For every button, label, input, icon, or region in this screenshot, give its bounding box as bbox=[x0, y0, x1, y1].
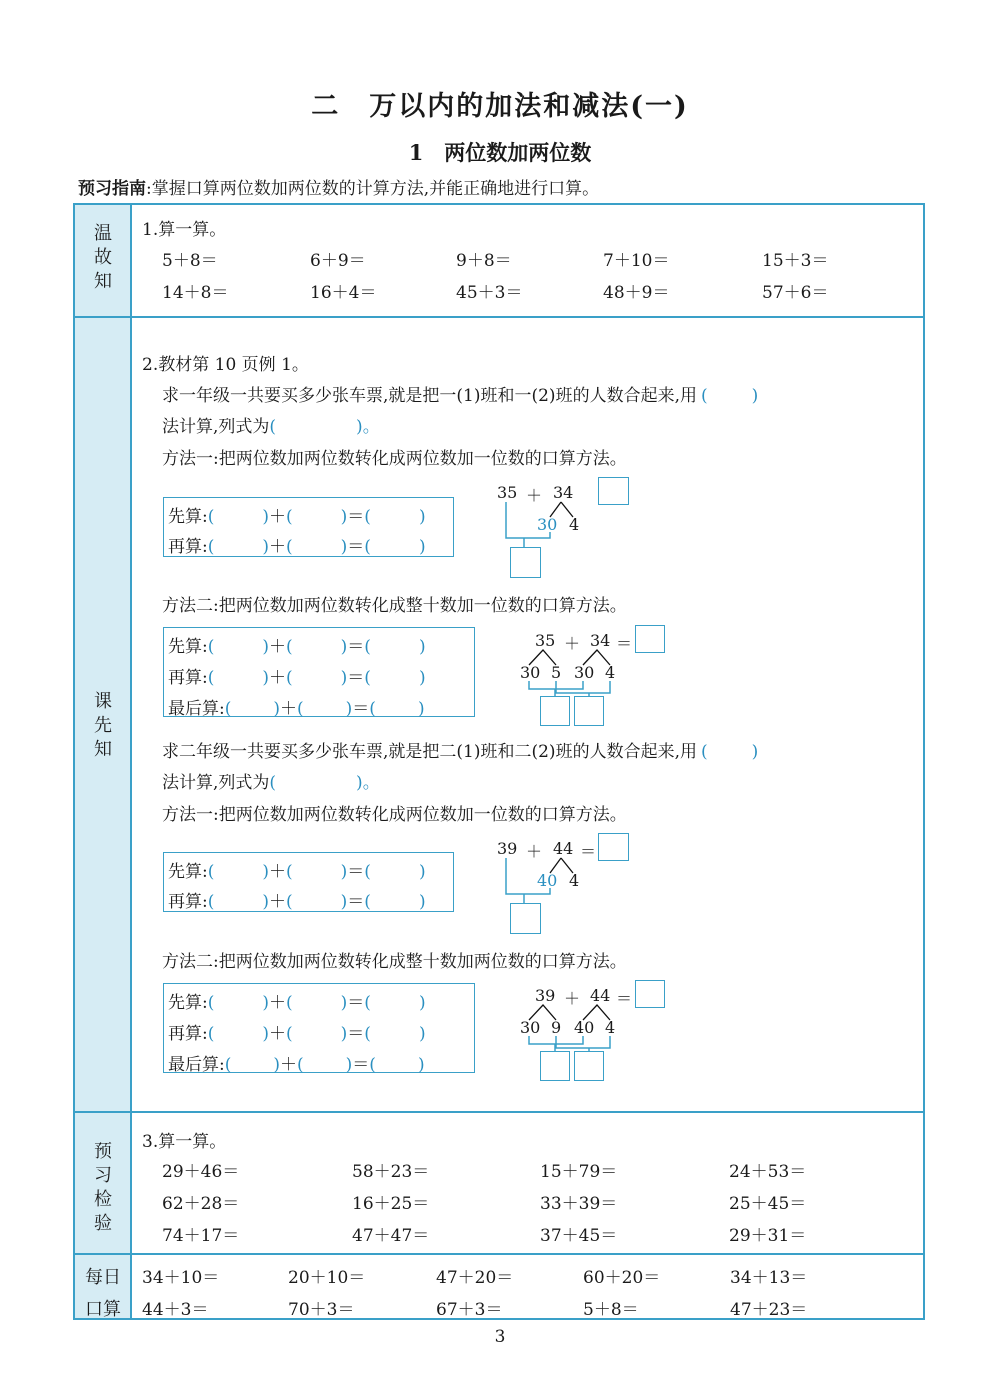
q3-item: 15＋79＝ bbox=[540, 1162, 618, 1182]
q1-item: 48＋9＝ bbox=[603, 283, 670, 303]
section-check: 预 习 检 验 bbox=[94, 1141, 112, 1234]
ex2-b: 34 bbox=[590, 631, 611, 650]
q3-item: 29＋31＝ bbox=[729, 1226, 807, 1246]
q3-item: 47＋47＝ bbox=[352, 1226, 430, 1246]
blank[interactable]: ( )。 bbox=[269, 417, 380, 437]
ex4-split: 40 bbox=[574, 1018, 595, 1037]
page-title: 二 万以内的加法和减法(一) bbox=[311, 91, 689, 122]
blank[interactable]: ( ) bbox=[700, 742, 759, 762]
q1-label: 1.算一算。 bbox=[142, 220, 227, 240]
q1-item: 16＋4＝ bbox=[310, 283, 377, 303]
q1-item: 45＋3＝ bbox=[456, 283, 523, 303]
ex4-b: 44 bbox=[590, 986, 611, 1005]
method-2-text: 方法二:把两位数加两位数转化成整十数加一位数的口算方法。 bbox=[162, 596, 627, 616]
calc-row: 最后算:( )＋( )＝( ) bbox=[168, 699, 425, 719]
section-preview: 课 先 知 bbox=[94, 691, 112, 760]
ex3-split: 40 bbox=[537, 871, 558, 890]
blank[interactable]: ( )。 bbox=[269, 773, 380, 793]
q3-item: 16＋25＝ bbox=[352, 1194, 430, 1214]
method-1-text: 方法一:把两位数加两位数转化成两位数加一位数的口算方法。 bbox=[162, 449, 627, 469]
ex4-a: 39 bbox=[535, 986, 556, 1005]
daily-item: 34＋13＝ bbox=[730, 1268, 808, 1288]
calc-row: 再算:( )＋( )＝( ) bbox=[168, 668, 426, 688]
calc-row: 先算:( )＋( )＝( ) bbox=[168, 507, 426, 527]
q1-item: 7＋10＝ bbox=[603, 251, 670, 271]
q1-item: 9＋8＝ bbox=[456, 251, 512, 271]
calc-row: 先算:( )＋( )＝( ) bbox=[168, 862, 426, 882]
q3-item: 24＋53＝ bbox=[729, 1162, 807, 1182]
daily-item: 67＋3＝ bbox=[436, 1300, 503, 1320]
q2-label: 2.教材第 10 页例 1。 bbox=[142, 355, 309, 375]
q3-item: 74＋17＝ bbox=[162, 1226, 240, 1246]
method-4-text: 方法二:把两位数加两位数转化成整十数加两位数的口算方法。 bbox=[162, 952, 627, 972]
calc-row: 先算:( )＋( )＝( ) bbox=[168, 993, 426, 1013]
lesson-title: 1 两位数加两位数 bbox=[408, 140, 592, 165]
ex2-split: 30 bbox=[574, 663, 595, 682]
calc-row: 再算:( )＋( )＝( ) bbox=[168, 892, 426, 912]
q3-label: 3.算一算。 bbox=[142, 1132, 227, 1152]
q2-paragraph-2b: 法计算,列式为( )。 bbox=[162, 773, 380, 793]
page-number: 3 bbox=[494, 1327, 506, 1347]
q1-item: 15＋3＝ bbox=[762, 251, 829, 271]
daily-item: 60＋20＝ bbox=[583, 1268, 661, 1288]
q2-paragraph-1b: 法计算,列式为( )。 bbox=[162, 417, 380, 437]
ex2-eq: ＝ bbox=[616, 634, 633, 653]
ex2-split: 5 bbox=[551, 663, 562, 682]
q1-item: 14＋8＝ bbox=[162, 283, 229, 303]
blank[interactable]: ( ) bbox=[700, 386, 759, 406]
study-guide-text: :掌握口算两位数加两位数的计算方法,并能正确地进行口算。 bbox=[146, 179, 600, 199]
ex4-split: 4 bbox=[605, 1018, 616, 1037]
ex1-split: 30 bbox=[537, 515, 558, 534]
daily-item: 5＋8＝ bbox=[583, 1300, 639, 1320]
ex1-a: 35 bbox=[497, 483, 518, 502]
ex2-a: 35 bbox=[535, 631, 556, 650]
daily-item: 34＋10＝ bbox=[142, 1268, 220, 1288]
ex3-a: 39 bbox=[497, 839, 518, 858]
ex1-op: ＋ bbox=[526, 486, 543, 505]
ex1-b: 34 bbox=[553, 483, 574, 502]
ex2-op: ＋ bbox=[564, 634, 581, 653]
calc-row: 最后算:( )＋( )＝( ) bbox=[168, 1055, 425, 1075]
ex3-op: ＋ bbox=[526, 842, 543, 861]
ex2-split: 4 bbox=[605, 663, 616, 682]
q3-item: 37＋45＝ bbox=[540, 1226, 618, 1246]
section-daily: 每日 口算 bbox=[85, 1267, 121, 1320]
q1-item: 57＋6＝ bbox=[762, 283, 829, 303]
ex4-split: 9 bbox=[551, 1018, 562, 1037]
q3-item: 33＋39＝ bbox=[540, 1194, 618, 1214]
calc-row: 再算:( )＋( )＝( ) bbox=[168, 1024, 426, 1044]
calc-row: 先算:( )＋( )＝( ) bbox=[168, 637, 426, 657]
ex3-split: 4 bbox=[569, 871, 580, 890]
q2-paragraph-2a: 求二年级一共要买多少张车票,就是把二(1)班和二(2)班的人数合起来,用 ( ) bbox=[162, 742, 759, 762]
q1-item: 5＋8＝ bbox=[162, 251, 218, 271]
daily-item: 44＋3＝ bbox=[142, 1300, 209, 1320]
study-guide-label: 预习指南 bbox=[78, 179, 146, 199]
calc-row: 再算:( )＋( )＝( ) bbox=[168, 537, 426, 557]
ex4-split: 30 bbox=[520, 1018, 541, 1037]
ex1-split: 4 bbox=[569, 515, 580, 534]
ex3-eq: ＝ bbox=[580, 842, 597, 861]
q3-item: 58＋23＝ bbox=[352, 1162, 430, 1182]
ex4-eq: ＝ bbox=[616, 989, 633, 1008]
daily-item: 47＋20＝ bbox=[436, 1268, 514, 1288]
q3-item: 25＋45＝ bbox=[729, 1194, 807, 1214]
daily-item: 70＋3＝ bbox=[288, 1300, 355, 1320]
ex2-split: 30 bbox=[520, 663, 541, 682]
ex4-op: ＋ bbox=[564, 989, 581, 1008]
q2-paragraph-1a: 求一年级一共要买多少张车票,就是把一(1)班和一(2)班的人数合起来,用 ( ) bbox=[162, 386, 759, 406]
ex3-b: 44 bbox=[553, 839, 574, 858]
daily-item: 47＋23＝ bbox=[730, 1300, 808, 1320]
daily-item: 20＋10＝ bbox=[288, 1268, 366, 1288]
q3-item: 29＋46＝ bbox=[162, 1162, 240, 1182]
section-review: 温 故 知 bbox=[94, 223, 112, 292]
q3-item: 62＋28＝ bbox=[162, 1194, 240, 1214]
method-3-text: 方法一:把两位数加两位数转化成两位数加一位数的口算方法。 bbox=[162, 805, 627, 825]
q1-item: 6＋9＝ bbox=[310, 251, 366, 271]
